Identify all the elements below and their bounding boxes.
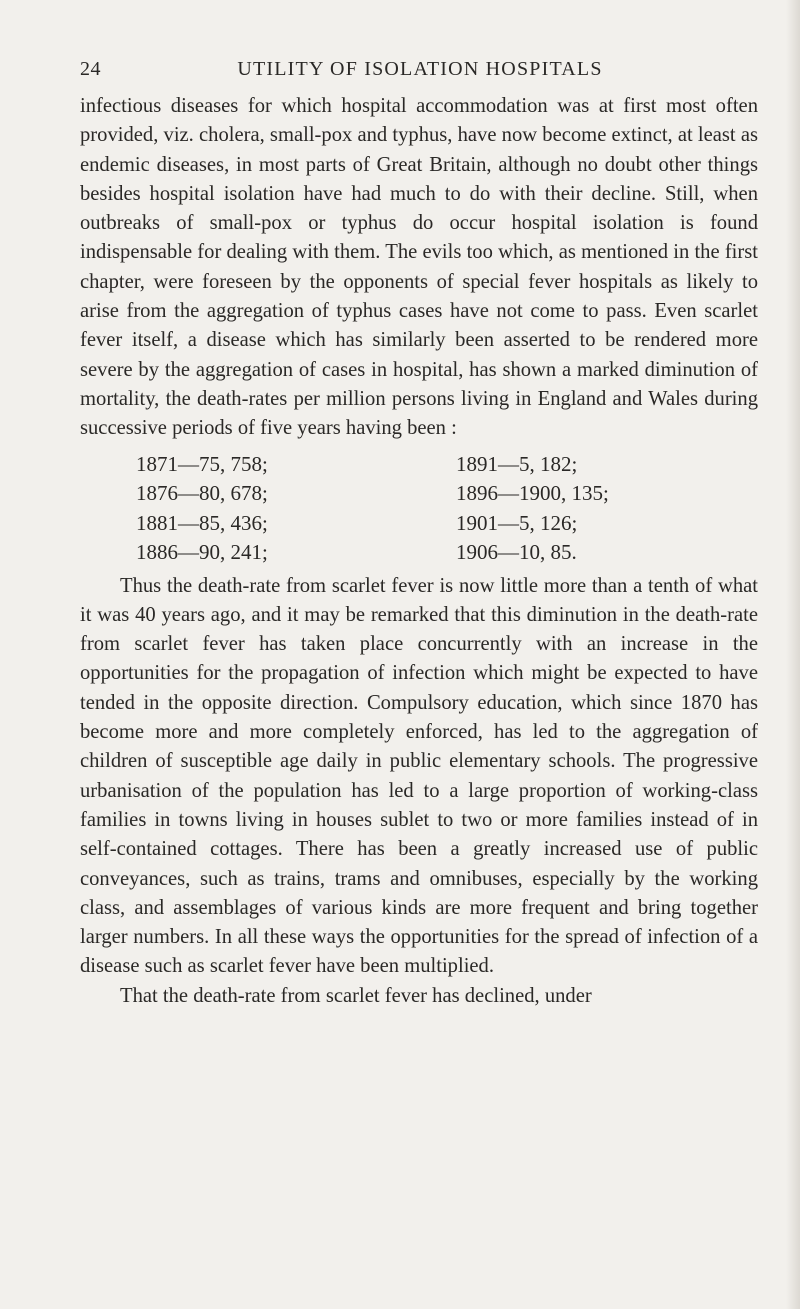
death-rate-column-right bbox=[456, 450, 776, 568]
paragraph-closing: That the death-rate from scarlet fever has declined, under bbox=[120, 984, 592, 1007]
death-rate-table bbox=[136, 450, 758, 568]
running-title: UTILITY OF ISOLATION HOSPITALS bbox=[237, 58, 603, 80]
page-edge-shadow bbox=[786, 0, 800, 1309]
paragraph-scarlet-fever: Thus the death-rate from scarlet fever is now little more than a tenth of what it was 40 years ago, and it may be remarked that this diminution in the death-rate from scarlet fever has taken place concurrently with an increase in the opportunities for the propagation of infection which might be expected to have tended in the opposite direction. Compulsory education, which since 1870 has become more and more completely enforced, has led to the aggregation of children of susceptible age daily in public elementary schools. The progressive urbanisation of the population has led to a large proportion of working-class families in towns living in houses sublet to two or more families instead of in self-contained cottages. There has been a greatly increased use of public conveyances, such as trains, trams and omnibuses, especially by the working class, and assemblages of various kinds are more frequent and bring together larger numbers. In all these ways the opportunities for the spread of infection of a disease such as scarlet fever have been multiplied. bbox=[80, 574, 758, 978]
death-rate-entry: 1906—10, 85. bbox=[456, 540, 577, 565]
body-text bbox=[80, 92, 758, 1011]
running-head bbox=[80, 58, 760, 86]
death-rate-column-left bbox=[136, 450, 456, 568]
death-rate-entry: 1881—85, 436; bbox=[136, 510, 268, 535]
death-rate-entry: 1901—5, 126; bbox=[456, 510, 578, 535]
death-rate-entry: 1876—80, 678; bbox=[136, 481, 268, 506]
death-rate-entry: 1896—1900, 135; bbox=[456, 481, 609, 506]
page-number: 24 bbox=[80, 58, 101, 80]
death-rate-entry: 1886—90, 241; bbox=[136, 540, 268, 565]
death-rate-entry: 1891—5, 182; bbox=[456, 451, 578, 476]
death-rate-entry: 1871—75, 758; bbox=[136, 451, 268, 476]
paragraph-continued: infectious diseases for which hospital accommodation was at first most often provided, viz. cholera, small-pox and typhus, have now become extinct, at least as endemic diseases, in most parts of Great Britain, although no doubt other things besides hospital isolation have had much to do with their decline. Still, when outbreaks of small-pox or typhus do occur hospital isolation is found indispensable for dealing with them. The evils too which, as mentioned in the first chapter, were foreseen by the opponents of special fever hospitals as likely to arise from the aggregation of typhus cases have not come to pass. Even scarlet fever itself, a disease which has similarly been asserted to be rendered more severe by the aggregation of cases in hospital, has shown a marked diminution of mortality, the death-rates per million persons living in England and Wales during successive periods of five years having been : bbox=[80, 95, 758, 440]
